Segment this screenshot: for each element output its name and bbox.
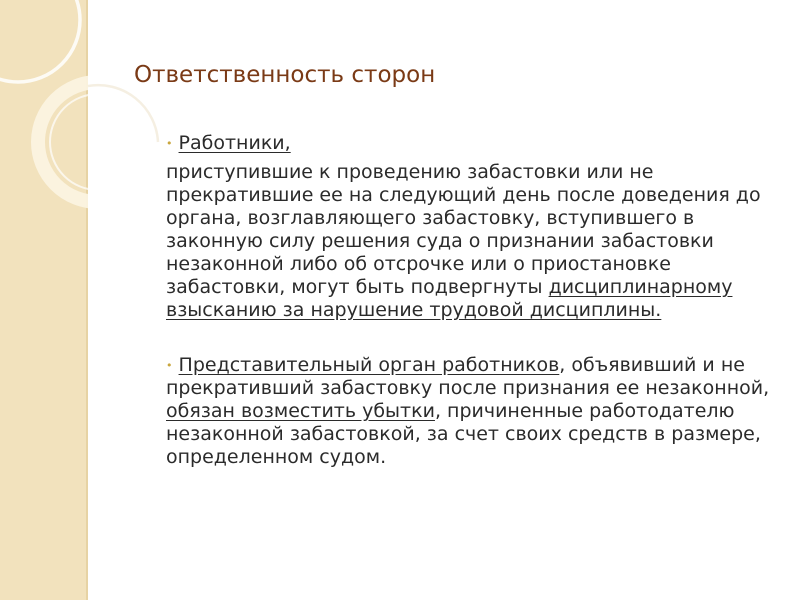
disciplinary-penalty-text: дисциплинарному взысканию за нарушение трудовой дисциплины. xyxy=(166,276,733,321)
list-item-workers-heading xyxy=(166,132,782,155)
rings-in-strip xyxy=(0,0,158,202)
ring-outer-arc-icon xyxy=(88,85,158,142)
ring-top-icon xyxy=(0,0,80,82)
bullet-icon: • xyxy=(166,137,173,150)
slide-content xyxy=(166,132,782,469)
list-item-representative-body xyxy=(166,354,782,469)
representative-text-2: , причиненные работодателю незаконной забастовкой, за счет своих средств в размере, определенном судом. xyxy=(166,400,761,468)
workers-paragraph xyxy=(166,161,782,322)
slide-title: Ответственность сторон xyxy=(134,62,436,88)
paragraph-spacer xyxy=(166,322,782,354)
rings-outside-strip xyxy=(88,85,158,142)
ring-middle-outer-icon xyxy=(38,82,158,202)
workers-heading: Работники, xyxy=(178,132,291,154)
ring-middle-inner-icon xyxy=(50,94,146,190)
representative-text-1: , объявивший и не прекративший забастовку после признания ее незаконной, xyxy=(166,354,770,399)
workers-body-text: приступившие к проведению забастовки или не прекратившие ее на следующий день после доведения до органа, возглавляющего забастовку, вступившего в законную силу решения суда о признании забастовки незаконной либо об отсрочке или о приостановке забастовки, могут быть подвергнуты xyxy=(166,161,761,298)
representative-body-text: Представительный орган работников xyxy=(178,354,560,376)
bullet-icon: • xyxy=(166,359,173,372)
damages-obligation-text: обязан возместить убытки xyxy=(166,400,435,422)
